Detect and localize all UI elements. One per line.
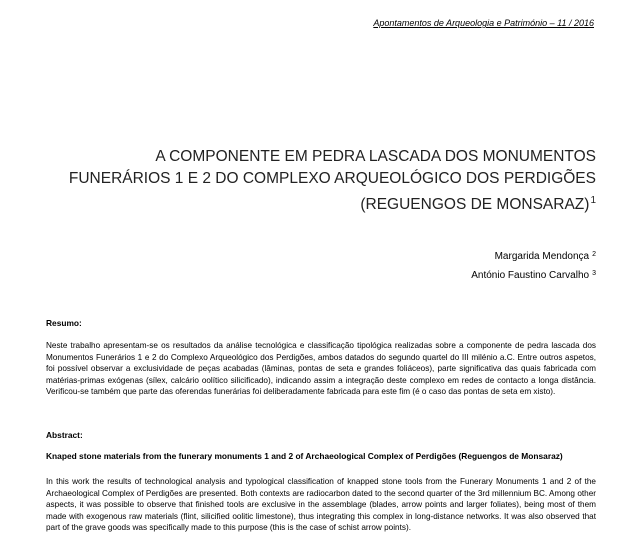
running-header: Apontamentos de Arqueologia e Património – 11 / 2016 [373,18,594,28]
author-footnote-mark: 2 [592,251,596,258]
author [471,265,596,284]
resumo-paragraph: Neste trabalho apresentam-se os resultados da análise tecnológica e classificação tipológica realizadas sobre a componente de pedra lascada dos Monumentos Funerários 1 e 2 do Complexo Arqueológico dos Perdigões, ambos datados do segundo quartel do III milénio a.C. Entre outros aspetos, foi possível observar a exclusividade de peças acabadas (lâminas, pontas de seta e grandes foliáceos), parte significativa das quais fabricada com matérias-primas exógenas (sílex, calcário oolítico silicificado), indicando assim a integração deste complexo em redes de contacto a longa distância. Verificou-se também que parte das oferendas funerárias foi deliberadamente fabricada para este fim (é o caso das pontas de seta em xisto). [46,341,596,397]
author-list [471,246,596,284]
author-footnote-mark: 3 [592,270,596,277]
abstract-paragraph: In this work the results of technological analysis and typological classification of knapped stone tools from the Funerary Monuments 1 and 2 of the Archaeological Complex of Perdigões are presented. Both contexts are radiocarbon dated to the second quarter of the 3rd millennium BC. Among other aspects, it was possible to observe that finished tools are exclusive in the assemblage (blades, arrow points and larger foliates), being most of them made with exogenous raw materials (flint, silicified oolitic limestone), thus integrating this complex in long-distance networks. It was also observed that part of the grave goods was specifically made to this purpose (this is the case of schist arrow points). [46,477,596,533]
author [471,246,596,265]
title-line-1: A COMPONENTE EM PEDRA LASCADA DOS MONUMENTOS [155,148,596,165]
title-line-3-text: (REGUENGOS DE MONSARAZ) [360,196,590,213]
title-line-3 [36,190,596,216]
author-name: Margarida Mendonça [494,251,590,262]
abstract-title: Knaped stone materials from the funerary monuments 1 and 2 of Archaeological Complex of Perdigões (Reguengos de Monsaraz) [46,451,563,461]
title-line-2: FUNERÁRIOS 1 E 2 DO COMPLEXO ARQUEOLÓGICO DOS PERDIGÕES [68,170,596,187]
author-name: António Faustino Carvalho [471,270,590,281]
article-title [36,146,596,216]
abstract-heading: Abstract: [46,430,83,440]
title-footnote-mark: 1 [590,195,596,206]
resumo-heading: Resumo: [46,318,82,328]
